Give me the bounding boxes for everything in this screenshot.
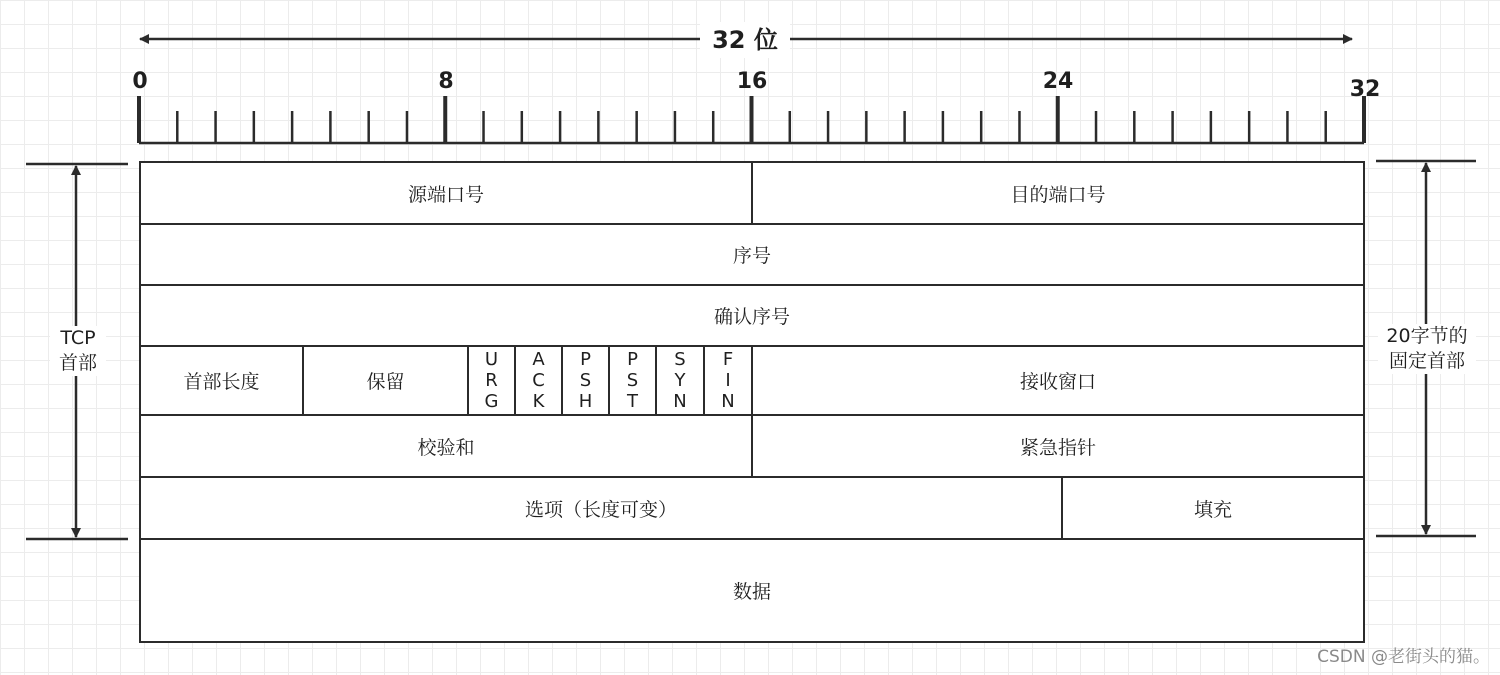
- flag-char: N: [721, 391, 735, 412]
- bit-label-16: 16: [736, 69, 768, 94]
- reserved-label: 保留: [366, 371, 405, 393]
- bit-label-24: 24: [1042, 69, 1074, 94]
- flag-char: G: [484, 391, 499, 412]
- tcp-header-label: [50, 326, 106, 376]
- flag-char: S: [626, 370, 639, 391]
- flag-char: T: [627, 391, 638, 412]
- fixed-header-line1: 20字节的: [1386, 325, 1468, 347]
- ack-number-label: 确认序号: [713, 306, 790, 328]
- flag-char: S: [579, 370, 592, 391]
- options-label: 选项（长度可变）: [524, 498, 677, 521]
- fixed-header-label: [1378, 324, 1476, 374]
- dest-port-label: 目的端口号: [1010, 183, 1106, 206]
- bit-label-0: 0: [132, 69, 148, 94]
- flag-char: I: [725, 370, 731, 391]
- flag-char: H: [578, 391, 593, 412]
- flag-char: F: [722, 349, 734, 370]
- flag-char: R: [485, 370, 498, 391]
- data-label: 数据: [732, 581, 771, 603]
- window-label: 接收窗口: [1019, 371, 1096, 393]
- tcp-header-line2: 首部: [58, 352, 97, 374]
- flag-char: P: [627, 349, 638, 370]
- checksum-label: 校验和: [417, 436, 475, 459]
- flag-char: C: [532, 370, 545, 391]
- flag-char: U: [484, 349, 499, 370]
- padding-label: 填充: [1193, 498, 1232, 521]
- bit-width-title: 32 位: [700, 22, 790, 58]
- fixed-header-line2: 固定首部: [1388, 350, 1465, 372]
- sequence-label: 序号: [732, 245, 771, 267]
- bit-label-32: 32: [1349, 77, 1381, 102]
- source-port-label: 源端口号: [407, 183, 484, 206]
- header-length-label: 首部长度: [183, 371, 260, 393]
- flag-char: P: [580, 349, 591, 370]
- flag-char: S: [674, 349, 686, 370]
- tcp-header-line1: TCP: [60, 327, 96, 349]
- flag-char: N: [673, 391, 687, 412]
- watermark-text: CSDN @老街头的猫。: [1317, 647, 1490, 667]
- bit-label-8: 8: [438, 69, 454, 94]
- flag-char: K: [532, 391, 545, 412]
- flag-char: Y: [674, 370, 686, 391]
- flag-char: A: [532, 349, 545, 370]
- urgent-pointer-label: 紧急指针: [1019, 436, 1096, 459]
